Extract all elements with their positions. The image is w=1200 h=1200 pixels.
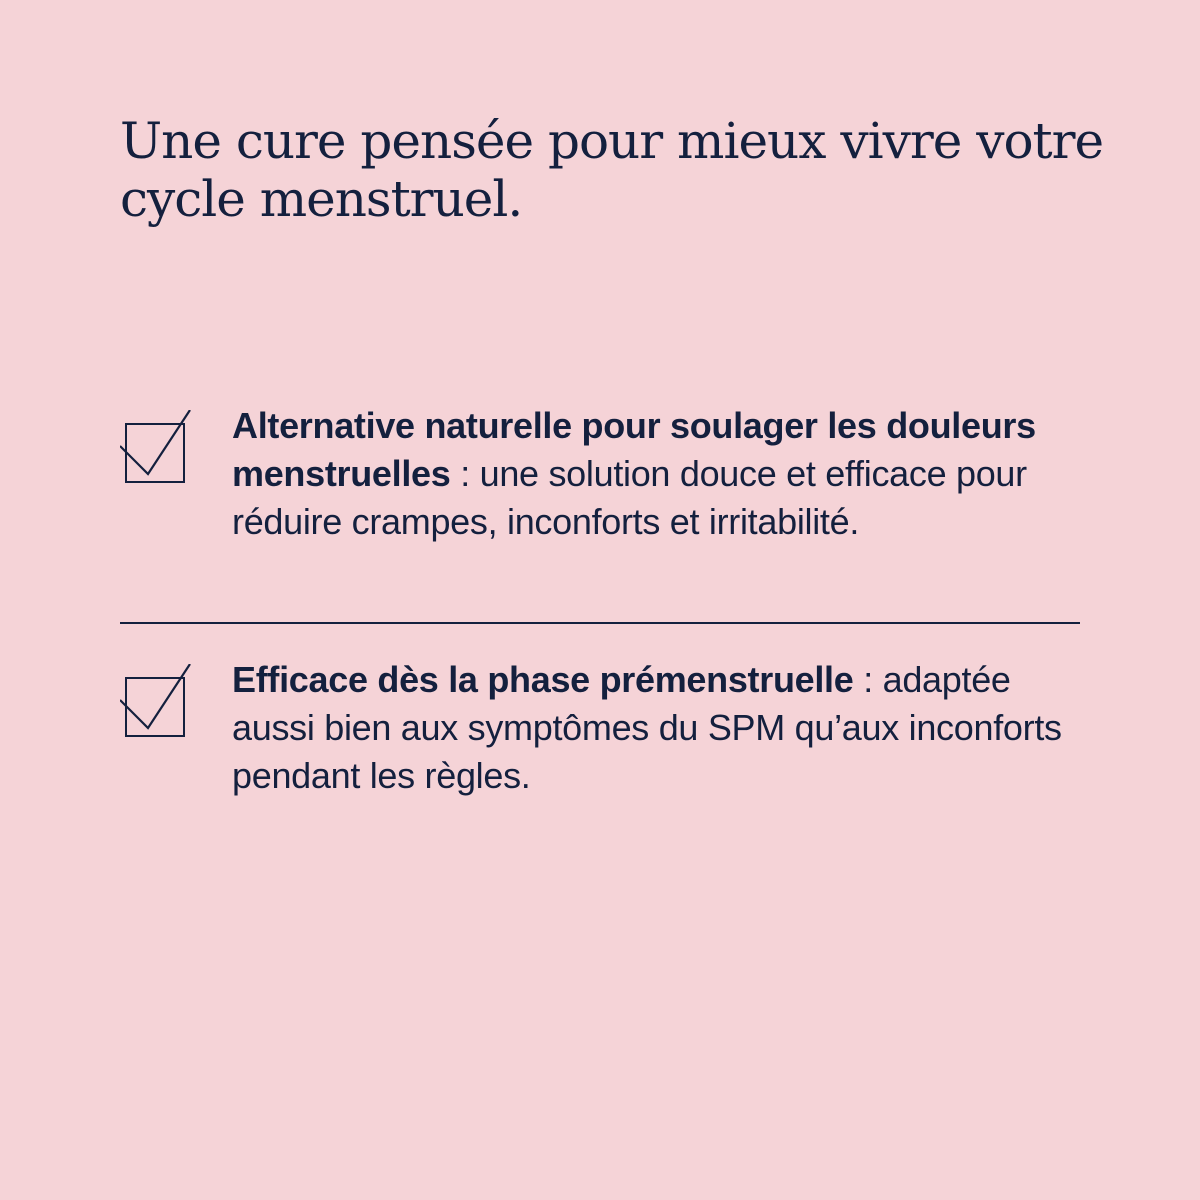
benefit-description: : une solution douce et efficace pour réduire crampes, inconforts et irritabilité. [232,453,1027,542]
checkbox-checked-icon [120,664,194,740]
headline: Une cure pensée pour mieux vivre votre cycle menstruel. [120,112,1104,228]
checkbox-checked-icon [120,410,194,486]
benefit-title: Alternative naturelle pour soulager les douleurs menstruelles [232,405,1036,494]
benefit-description: : adaptée aussi bien aux symptômes du SPM qu’aux inconforts pendant les règles. [232,659,1062,796]
benefit-text [232,402,1092,546]
benefit-title: Efficace dès la phase prémenstruelle [232,659,854,700]
benefit-text [232,656,1092,800]
divider [120,622,1080,624]
